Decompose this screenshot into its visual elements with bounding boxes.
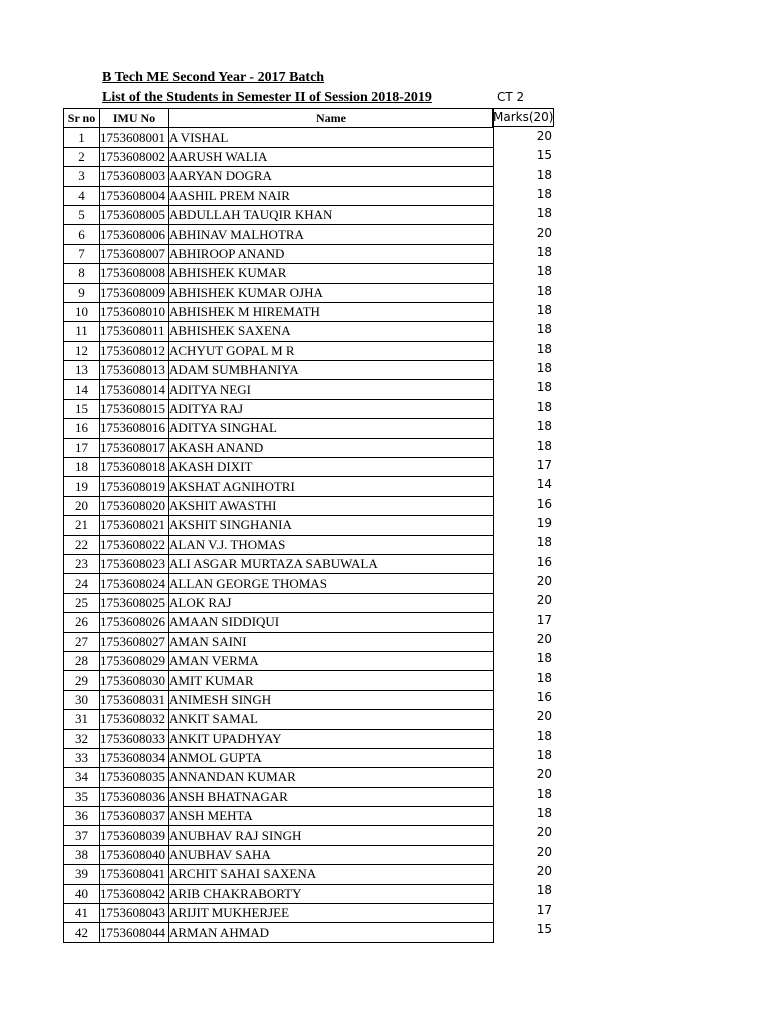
student-imu: 1753608033 bbox=[100, 729, 169, 748]
student-imu: 1753608012 bbox=[100, 341, 169, 360]
table-row bbox=[64, 341, 494, 360]
student-sr: 28 bbox=[64, 651, 100, 670]
student-sr: 27 bbox=[64, 632, 100, 651]
student-marks: 20 bbox=[536, 225, 552, 240]
sheet-title: B Tech ME Second Year - 2017 Batch bbox=[102, 70, 325, 85]
student-imu: 1753608016 bbox=[100, 419, 169, 438]
student-marks: 18 bbox=[536, 322, 552, 337]
student-sr: 23 bbox=[64, 554, 100, 573]
student-sr: 35 bbox=[64, 787, 100, 806]
student-imu: 1753608030 bbox=[100, 671, 169, 690]
student-marks: 20 bbox=[536, 129, 552, 143]
student-name: ARIB CHAKRABORTY bbox=[169, 884, 494, 903]
student-name: AKASH ANAND bbox=[169, 438, 494, 457]
sheet-subtitle: List of the Students in Semester II of Session 2018-2019 bbox=[102, 90, 432, 105]
student-imu: 1753608037 bbox=[100, 807, 169, 826]
student-marks: 18 bbox=[536, 283, 552, 298]
student-marks: 15 bbox=[536, 922, 552, 937]
student-marks: 18 bbox=[536, 206, 552, 221]
student-imu: 1753608039 bbox=[100, 826, 169, 845]
student-name: AARUSH WALIA bbox=[169, 147, 494, 166]
student-marks: 18 bbox=[536, 245, 552, 260]
table-row bbox=[64, 710, 494, 729]
student-rows bbox=[64, 128, 494, 942]
table-row bbox=[64, 865, 494, 884]
student-name: AMIT KUMAR bbox=[169, 671, 494, 690]
column-header-imu: IMU No bbox=[100, 109, 169, 128]
table-row bbox=[64, 690, 494, 709]
student-marks: 20 bbox=[536, 573, 552, 588]
student-name: A VISHAL bbox=[169, 128, 494, 147]
student-imu: 1753608020 bbox=[100, 496, 169, 515]
student-sr: 13 bbox=[64, 361, 100, 380]
marks-column-header: Marks(20) bbox=[492, 108, 554, 127]
student-sr: 29 bbox=[64, 671, 100, 690]
student-name: ANSH MEHTA bbox=[169, 807, 494, 826]
table-row bbox=[64, 729, 494, 748]
table-row bbox=[64, 128, 494, 147]
student-imu: 1753608022 bbox=[100, 535, 169, 554]
student-marks: 18 bbox=[536, 728, 552, 743]
student-marks: 16 bbox=[536, 496, 552, 511]
student-marks: 18 bbox=[536, 748, 552, 762]
student-name: AKSHAT AGNIHOTRI bbox=[169, 477, 494, 496]
student-imu: 1753608034 bbox=[100, 748, 169, 767]
table-row bbox=[64, 380, 494, 399]
student-name: ANUBHAV SAHA bbox=[169, 845, 494, 864]
student-imu: 1753608027 bbox=[100, 632, 169, 651]
table-row bbox=[64, 671, 494, 690]
student-marks: 20 bbox=[536, 767, 552, 782]
table-row bbox=[64, 167, 494, 186]
student-marks: 18 bbox=[536, 438, 552, 453]
student-name: ABHISHEK KUMAR OJHA bbox=[169, 283, 494, 302]
table-row bbox=[64, 264, 494, 283]
table-row bbox=[64, 516, 494, 535]
student-imu: 1753608010 bbox=[100, 302, 169, 321]
student-marks: 18 bbox=[536, 883, 552, 898]
student-sr: 38 bbox=[64, 845, 100, 864]
student-imu: 1753608009 bbox=[100, 283, 169, 302]
student-marks: 17 bbox=[536, 612, 552, 627]
table-row bbox=[64, 361, 494, 380]
student-marks: 18 bbox=[536, 786, 552, 801]
student-sr: 5 bbox=[64, 205, 100, 224]
student-imu: 1753608014 bbox=[100, 380, 169, 399]
student-marks: 20 bbox=[536, 844, 552, 859]
student-sr: 41 bbox=[64, 904, 100, 923]
student-table bbox=[63, 108, 494, 943]
student-sr: 17 bbox=[64, 438, 100, 457]
table-row bbox=[64, 807, 494, 826]
column-header-sr: Sr no bbox=[64, 109, 100, 128]
table-row bbox=[64, 205, 494, 224]
student-imu: 1753608003 bbox=[100, 167, 169, 186]
table-row bbox=[64, 554, 494, 573]
student-marks: 15 bbox=[536, 148, 552, 163]
student-sr: 21 bbox=[64, 516, 100, 535]
student-marks: 17 bbox=[536, 457, 552, 472]
student-name: ARMAN AHMAD bbox=[169, 923, 494, 942]
student-name: ANUBHAV RAJ SINGH bbox=[169, 826, 494, 845]
student-sr: 9 bbox=[64, 283, 100, 302]
student-sr: 11 bbox=[64, 322, 100, 341]
table-row bbox=[64, 419, 494, 438]
table-row bbox=[64, 574, 494, 593]
table-row bbox=[64, 147, 494, 166]
student-imu: 1753608021 bbox=[100, 516, 169, 535]
student-name: ADITYA SINGHAL bbox=[169, 419, 494, 438]
student-name: AARYAN DOGRA bbox=[169, 167, 494, 186]
student-name: AKSHIT SINGHANIA bbox=[169, 516, 494, 535]
student-sr: 30 bbox=[64, 690, 100, 709]
student-imu: 1753608006 bbox=[100, 225, 169, 244]
student-sr: 39 bbox=[64, 865, 100, 884]
student-sr: 37 bbox=[64, 826, 100, 845]
student-name: ABDULLAH TAUQIR KHAN bbox=[169, 205, 494, 224]
table-row bbox=[64, 477, 494, 496]
student-name: ALAN V.J. THOMAS bbox=[169, 535, 494, 554]
student-marks: 18 bbox=[536, 264, 552, 279]
student-name: ANKIT UPADHYAY bbox=[169, 729, 494, 748]
student-imu: 1753608044 bbox=[100, 923, 169, 942]
table-row bbox=[64, 399, 494, 418]
student-sr: 12 bbox=[64, 341, 100, 360]
table-row bbox=[64, 438, 494, 457]
student-name: ANNANDAN KUMAR bbox=[169, 768, 494, 787]
student-marks: 20 bbox=[536, 709, 552, 724]
student-name: ARCHIT SAHAI SAXENA bbox=[169, 865, 494, 884]
student-imu: 1753608004 bbox=[100, 186, 169, 205]
student-marks: 20 bbox=[536, 825, 552, 840]
student-imu: 1753608018 bbox=[100, 458, 169, 477]
student-name: ANKIT SAMAL bbox=[169, 710, 494, 729]
student-sr: 24 bbox=[64, 574, 100, 593]
student-name: ABHINAV MALHOTRA bbox=[169, 225, 494, 244]
student-name: AASHIL PREM NAIR bbox=[169, 186, 494, 205]
student-imu: 1753608029 bbox=[100, 651, 169, 670]
student-marks: 18 bbox=[536, 651, 552, 666]
student-name: AMAN VERMA bbox=[169, 651, 494, 670]
student-sr: 22 bbox=[64, 535, 100, 554]
student-sr: 16 bbox=[64, 419, 100, 438]
student-sr: 8 bbox=[64, 264, 100, 283]
student-marks: 19 bbox=[536, 515, 552, 530]
student-imu: 1753608019 bbox=[100, 477, 169, 496]
student-marks: 16 bbox=[536, 689, 552, 704]
student-sr: 26 bbox=[64, 613, 100, 632]
student-imu: 1753608008 bbox=[100, 264, 169, 283]
student-sr: 6 bbox=[64, 225, 100, 244]
table-row bbox=[64, 884, 494, 903]
student-sr: 32 bbox=[64, 729, 100, 748]
student-imu: 1753608041 bbox=[100, 865, 169, 884]
table-row bbox=[64, 225, 494, 244]
student-name: ANSH BHATNAGAR bbox=[169, 787, 494, 806]
table-row bbox=[64, 283, 494, 302]
student-name: ADITYA RAJ bbox=[169, 399, 494, 418]
student-marks: 16 bbox=[536, 554, 552, 569]
student-sr: 14 bbox=[64, 380, 100, 399]
student-imu: 1753608040 bbox=[100, 845, 169, 864]
student-marks: 18 bbox=[536, 399, 552, 414]
student-marks: 18 bbox=[536, 341, 552, 356]
student-imu: 1753608036 bbox=[100, 787, 169, 806]
student-sr: 4 bbox=[64, 186, 100, 205]
table-row bbox=[64, 458, 494, 477]
student-marks: 18 bbox=[536, 303, 552, 318]
student-name: ACHYUT GOPAL M R bbox=[169, 341, 494, 360]
table-row bbox=[64, 923, 494, 942]
student-sr: 15 bbox=[64, 399, 100, 418]
table-row bbox=[64, 826, 494, 845]
table-row bbox=[64, 845, 494, 864]
table-row bbox=[64, 593, 494, 612]
student-name: ABHIROOP ANAND bbox=[169, 244, 494, 263]
student-name: ADITYA NEGI bbox=[169, 380, 494, 399]
student-sr: 20 bbox=[64, 496, 100, 515]
student-name: AMAAN SIDDIQUI bbox=[169, 613, 494, 632]
table-header-row bbox=[64, 109, 494, 128]
table-row bbox=[64, 904, 494, 923]
student-marks: 17 bbox=[536, 902, 552, 917]
table-row bbox=[64, 787, 494, 806]
student-marks: 18 bbox=[536, 187, 552, 202]
student-sr: 25 bbox=[64, 593, 100, 612]
student-name: ARIJIT MUKHERJEE bbox=[169, 904, 494, 923]
student-name: AKSHIT AWASTHI bbox=[169, 496, 494, 515]
student-marks: 18 bbox=[536, 806, 552, 821]
student-imu: 1753608024 bbox=[100, 574, 169, 593]
student-imu: 1753608032 bbox=[100, 710, 169, 729]
student-name: ADAM SUMBHANIYA bbox=[169, 361, 494, 380]
student-imu: 1753608042 bbox=[100, 884, 169, 903]
table-row bbox=[64, 535, 494, 554]
student-marks: 20 bbox=[536, 631, 552, 646]
student-sr: 31 bbox=[64, 710, 100, 729]
student-marks: 20 bbox=[536, 864, 552, 879]
table-row bbox=[64, 632, 494, 651]
student-imu: 1753608023 bbox=[100, 554, 169, 573]
student-name: ABHISHEK KUMAR bbox=[169, 264, 494, 283]
student-sr: 18 bbox=[64, 458, 100, 477]
student-imu: 1753608011 bbox=[100, 322, 169, 341]
student-name: ALOK RAJ bbox=[169, 593, 494, 612]
student-name: AKASH DIXIT bbox=[169, 458, 494, 477]
test-label: CT 2 bbox=[497, 90, 525, 104]
student-imu: 1753608013 bbox=[100, 361, 169, 380]
student-imu: 1753608026 bbox=[100, 613, 169, 632]
table-row bbox=[64, 186, 494, 205]
student-imu: 1753608007 bbox=[100, 244, 169, 263]
student-imu: 1753608031 bbox=[100, 690, 169, 709]
student-imu: 1753608015 bbox=[100, 399, 169, 418]
student-marks: 20 bbox=[536, 593, 552, 608]
table-row bbox=[64, 244, 494, 263]
student-imu: 1753608025 bbox=[100, 593, 169, 612]
table-row bbox=[64, 302, 494, 321]
table-row bbox=[64, 768, 494, 787]
student-marks: 18 bbox=[536, 380, 552, 395]
student-imu: 1753608043 bbox=[100, 904, 169, 923]
student-name: ALI ASGAR MURTAZA SABUWALA bbox=[169, 554, 494, 573]
student-marks: 18 bbox=[536, 535, 552, 550]
table-row bbox=[64, 651, 494, 670]
table-row bbox=[64, 613, 494, 632]
student-imu: 1753608035 bbox=[100, 768, 169, 787]
table-row bbox=[64, 322, 494, 341]
student-imu: 1753608001 bbox=[100, 128, 169, 147]
table-row bbox=[64, 748, 494, 767]
student-name: ANIMESH SINGH bbox=[169, 690, 494, 709]
student-name: ABHISHEK SAXENA bbox=[169, 322, 494, 341]
student-sr: 40 bbox=[64, 884, 100, 903]
student-marks: 18 bbox=[536, 361, 552, 376]
student-imu: 1753608017 bbox=[100, 438, 169, 457]
student-name: ABHISHEK M HIREMATH bbox=[169, 302, 494, 321]
student-sr: 1 bbox=[64, 128, 100, 147]
student-marks: 18 bbox=[536, 670, 552, 685]
marks-column bbox=[492, 127, 554, 939]
table-row bbox=[64, 496, 494, 515]
student-sr: 10 bbox=[64, 302, 100, 321]
student-marks: 18 bbox=[536, 167, 552, 182]
column-header-name: Name bbox=[169, 109, 494, 128]
student-sr: 3 bbox=[64, 167, 100, 186]
student-imu: 1753608005 bbox=[100, 205, 169, 224]
student-marks: 18 bbox=[536, 419, 552, 434]
student-name: ALLAN GEORGE THOMAS bbox=[169, 574, 494, 593]
student-sr: 36 bbox=[64, 807, 100, 826]
student-sr: 42 bbox=[64, 923, 100, 942]
student-sr: 7 bbox=[64, 244, 100, 263]
student-name: ANMOL GUPTA bbox=[169, 748, 494, 767]
student-sr: 33 bbox=[64, 748, 100, 767]
student-name: AMAN SAINI bbox=[169, 632, 494, 651]
student-imu: 1753608002 bbox=[100, 147, 169, 166]
student-sr: 34 bbox=[64, 768, 100, 787]
student-sr: 2 bbox=[64, 147, 100, 166]
student-marks: 14 bbox=[536, 477, 552, 492]
student-sr: 19 bbox=[64, 477, 100, 496]
